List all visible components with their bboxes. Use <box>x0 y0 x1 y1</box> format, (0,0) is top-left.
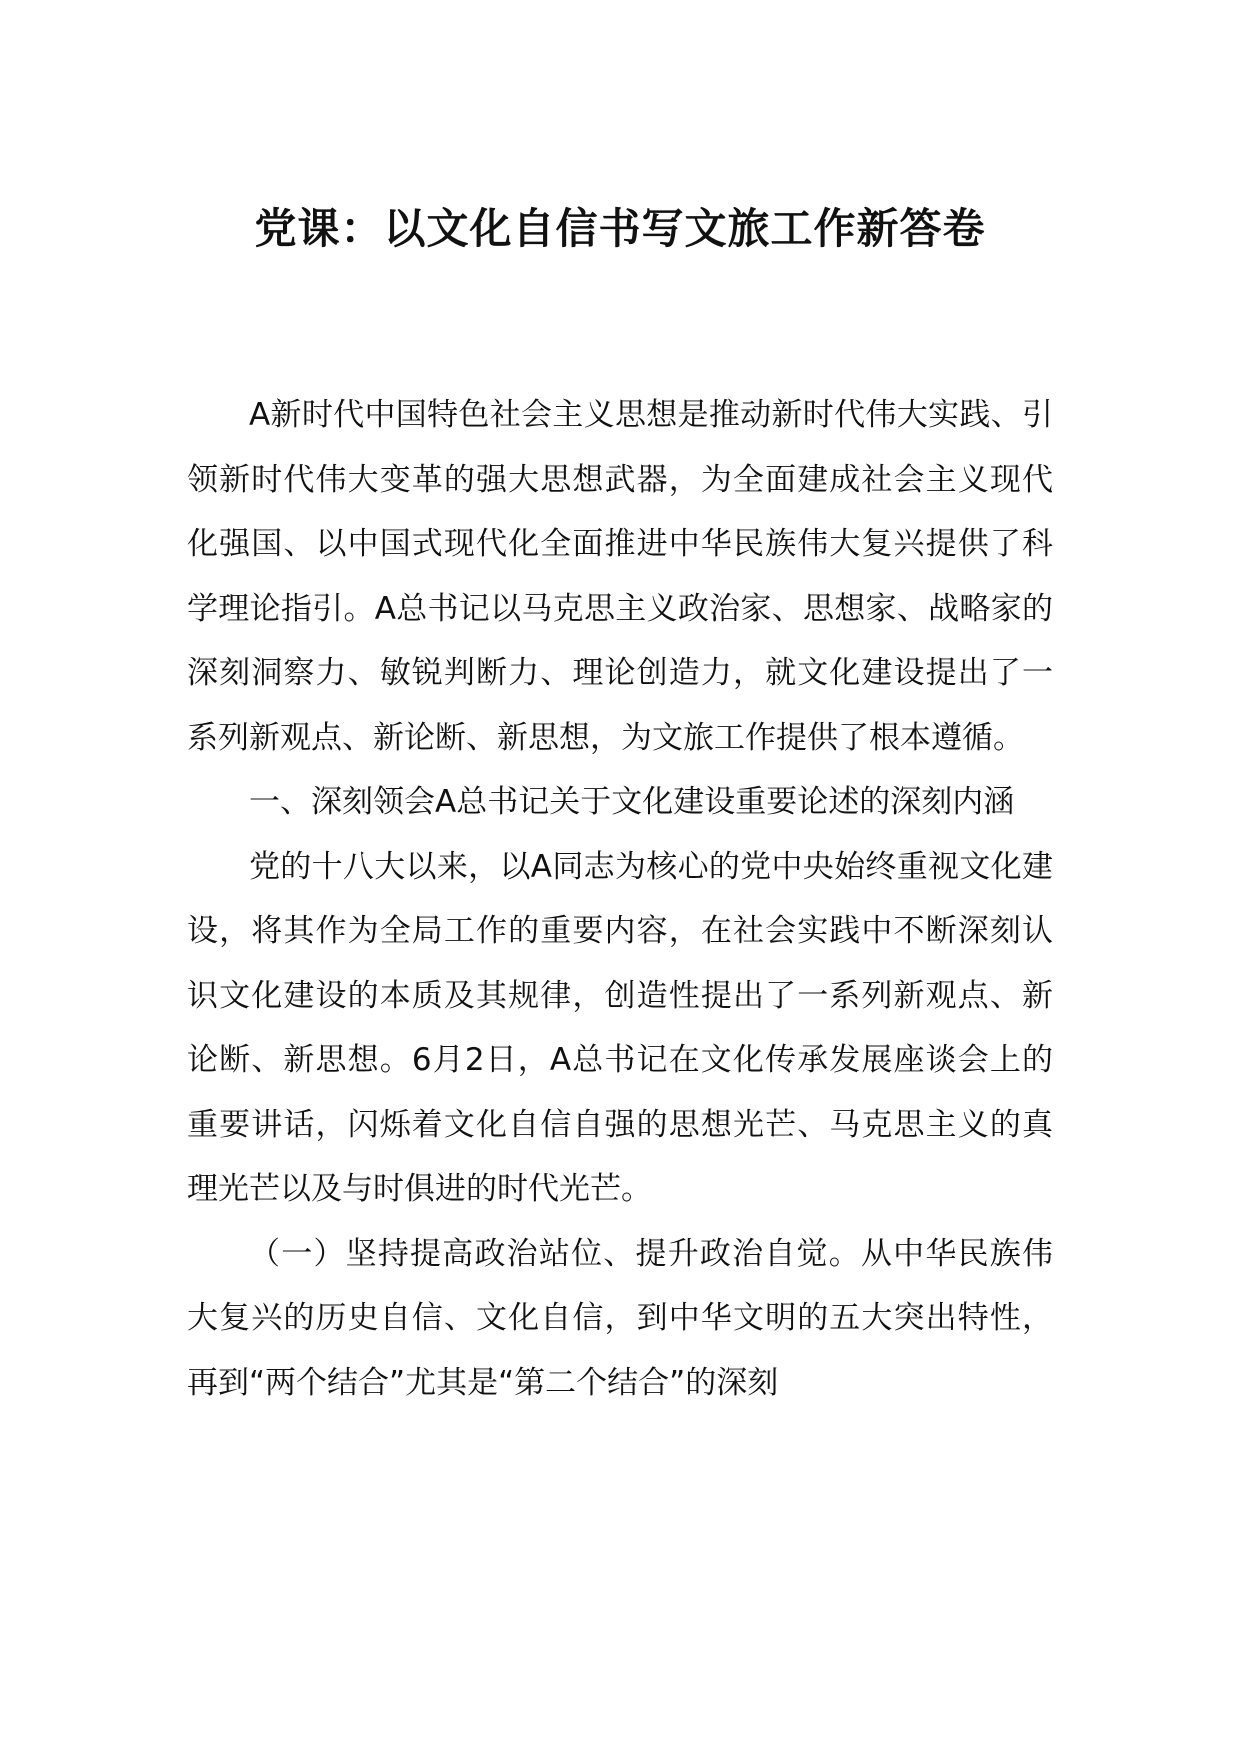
paragraph-section-1: 党的十八大以来，以A同志为核心的党中央始终重视文化建设，将其作为全局工作的重要内容，在社会实践中不断深刻认识文化建设的本质及其规律，创造性提出了一系列新观点、新论断、新思想。6月2日，A总书记在文化传承发展座谈会上的重要讲话，闪烁着文化自信自强的思想光芒、马克思主义的真理光芒以及与时俱进的时代光芒。 <box>187 848 1053 1207</box>
paragraph-intro: A新时代中国特色社会主义思想是推动新时代伟大实践、引领新时代伟大变革的强大思想武器，为全面建成社会主义现代化强国、以中国式现代化全面推进中华民族伟大复兴提供了科学理论指引。A总书记以马克思主义政治家、思想家、战略家的深刻洞察力、敏锐判断力、理论创造力，就文化建设提出了一系列新观点、新论断、新思想，为文旅工作提供了根本遵循。 <box>187 397 1053 756</box>
document-body <box>187 383 1053 1415</box>
paragraph-subsection-1: （一）坚持提高政治站位、提升政治自觉。从中华民族伟大复兴的历史自信、文化自信，到中华文明的五大突出特性，再到“两个结合”尤其是“第二个结合”的深刻 <box>187 1235 1053 1401</box>
section-heading-1: 一、深刻领会A总书记关于文化建设重要论述的深刻内涵 <box>249 784 1015 820</box>
document-title: 党课：以文化自信书写文旅工作新答卷 <box>254 204 986 253</box>
